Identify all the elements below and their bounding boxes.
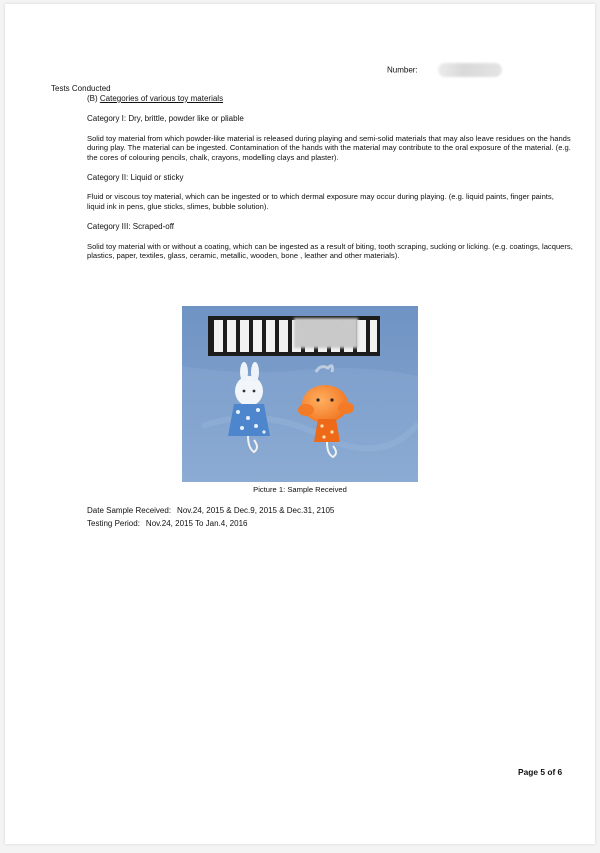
number-label: Number:: [387, 65, 418, 75]
report-number-row: [387, 63, 502, 77]
subheading-title: Categories of various toy materials: [99, 94, 224, 103]
sample-photo: [182, 306, 418, 482]
category-1-text: Solid toy material from which powder-like material is released during playing and semi-solid materials that may also leave residues on the hands during play. The material can be ingested. Contamination of the hands with the material may contribute to the oral exposure of the material. (e.g. the cores of colouring pencils, chalk, crayons, modelling clays and plaster).: [87, 133, 571, 162]
date-received-label: Date Sample Received:: [87, 506, 172, 515]
redacted-number: [438, 63, 502, 77]
testing-period-row: [87, 518, 334, 531]
report-page: [5, 4, 595, 844]
categories-section: [87, 94, 573, 260]
date-received-value: Nov.24, 2015 & Dec.9, 2015 & Dec.31, 2105: [177, 506, 335, 515]
testing-period-label: Testing Period:: [87, 518, 140, 528]
category-2-text: Fluid or viscous toy material, which can be ingested or to which dermal exposure may occur during playing. (e.g. liquid paints, finger paints, liquid ink in pens, glue sticks, slimes, bubble solution).: [87, 192, 554, 211]
category-3-title: Category III: Scraped-off: [87, 222, 175, 232]
testing-period-value: Nov.24, 2015 To Jan.4, 2016: [145, 518, 248, 528]
sample-dates: [87, 505, 334, 530]
subheading: [87, 94, 573, 103]
category-3-text: Solid toy material with or without a coating, which can be ingested as a result of biting, tooth scraping, sucking or licking. (e.g. coatings, lacquers, plastics, paper, textiles, glass, ceramic, metallic, wooden, bone , leather and other materials).: [87, 241, 573, 261]
section-heading: Tests Conducted: [51, 84, 111, 93]
category-2-title: Category II: Liquid or sticky: [87, 173, 184, 183]
page-number: Page 5 of 6: [518, 767, 563, 777]
date-received-row: [87, 505, 334, 518]
subheading-prefix: (B): [87, 94, 98, 103]
category-1-title: Category I: Dry, brittle, powder like or pliable: [87, 114, 244, 124]
sample-figure: [182, 306, 418, 494]
figure-caption: Picture 1: Sample Received: [253, 485, 347, 494]
